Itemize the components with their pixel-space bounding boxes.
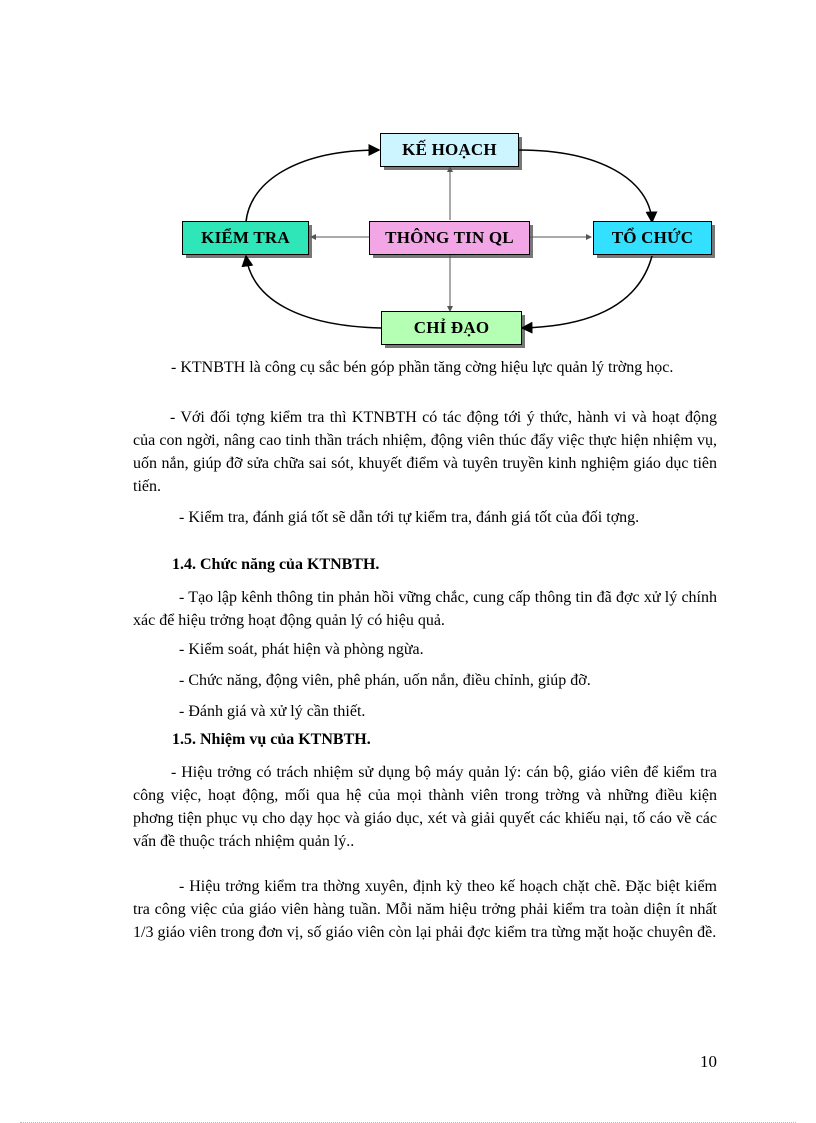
paragraph-8: - Hiệu trởng có trách nhiệm sử dụng bộ máy quản lý: cán bộ, giáo viên để kiểm tra công việc, hoạt động, mối qua hệ của mọi thành viên trong trờng và những điều kiện phơng tiện phục vụ cho dạy học và giáo dục, xét và giải quyết các khiếu nại, tố cáo về các vấn đề thuộc trách nhiệm quản lý..: [133, 764, 717, 850]
section-heading-1-5: 1.5. Nhiệm vụ của KTNBTH.: [172, 731, 371, 748]
paragraph-4: - Tạo lập kênh thông tin phản hồi vững chắc, cung cấp thông tin đã đợc xử lý chính xác để hiệu trởng hoạt động quản lý có hiệu quả.: [133, 589, 717, 629]
paragraph-6: - Chức năng, động viên, phê phán, uốn nắn, điều chỉnh, giúp đỡ.: [179, 672, 591, 689]
paragraph-1: - KTNBTH là công cụ sắc bén góp phần tăng cờng hiệu lực quản lý trờng học.: [171, 359, 674, 376]
page-number: 10: [700, 1052, 717, 1071]
box-organize: TỔ CHỨC: [593, 221, 712, 255]
diagram-connectors: [0, 0, 816, 360]
paragraph-7: - Đánh giá và xử lý cần thiết.: [179, 703, 366, 720]
arc-plan-to-organize: [519, 150, 652, 222]
section-heading-1-4: 1.4. Chức năng của KTNBTH.: [172, 556, 380, 573]
paragraph-2: - Với đối tợng kiểm tra thì KTNBTH có tác động tới ý thức, hành vi và hoạt động của con ngời, nâng cao tinh thần trách nhiệm, động viên thúc đẩy việc thực hiện nhiệm vụ, uốn nắn, giúp đỡ sửa chữa sai sót, khuyết điểm và tuyên truyền kinh nghiệm giáo dục tiên tiến.: [133, 409, 717, 495]
paragraph-9: - Hiệu trởng kiểm tra thờng xuyên, định kỳ theo kế hoạch chặt chẽ. Đặc biệt kiểm tra công việc của giáo viên hàng tuần. Mỗi năm hiệu trởng phải kiểm tra toàn diện ít nhất 1/3 giáo viên trong đơn vị, số giáo viên còn lại phải đợc kiểm tra từng mặt hoặc chuyên đề.: [133, 878, 717, 941]
box-plan: KẾ HOẠCH: [380, 133, 519, 167]
arc-organize-to-direct: [522, 256, 652, 328]
management-cycle-diagram: [0, 0, 816, 360]
paragraph-5: - Kiểm soát, phát hiện và phòng ngừa.: [179, 641, 424, 658]
box-info: THÔNG TIN QL: [369, 221, 530, 255]
box-inspect: KIỂM TRA: [182, 221, 309, 255]
paragraph-3: - Kiểm tra, đánh giá tốt sẽ dẫn tới tự kiểm tra, đánh giá tốt của đối tợng.: [179, 509, 640, 526]
arc-inspect-to-plan: [246, 150, 379, 222]
arc-direct-to-inspect: [246, 256, 381, 328]
box-direct: CHỈ ĐẠO: [381, 311, 522, 345]
